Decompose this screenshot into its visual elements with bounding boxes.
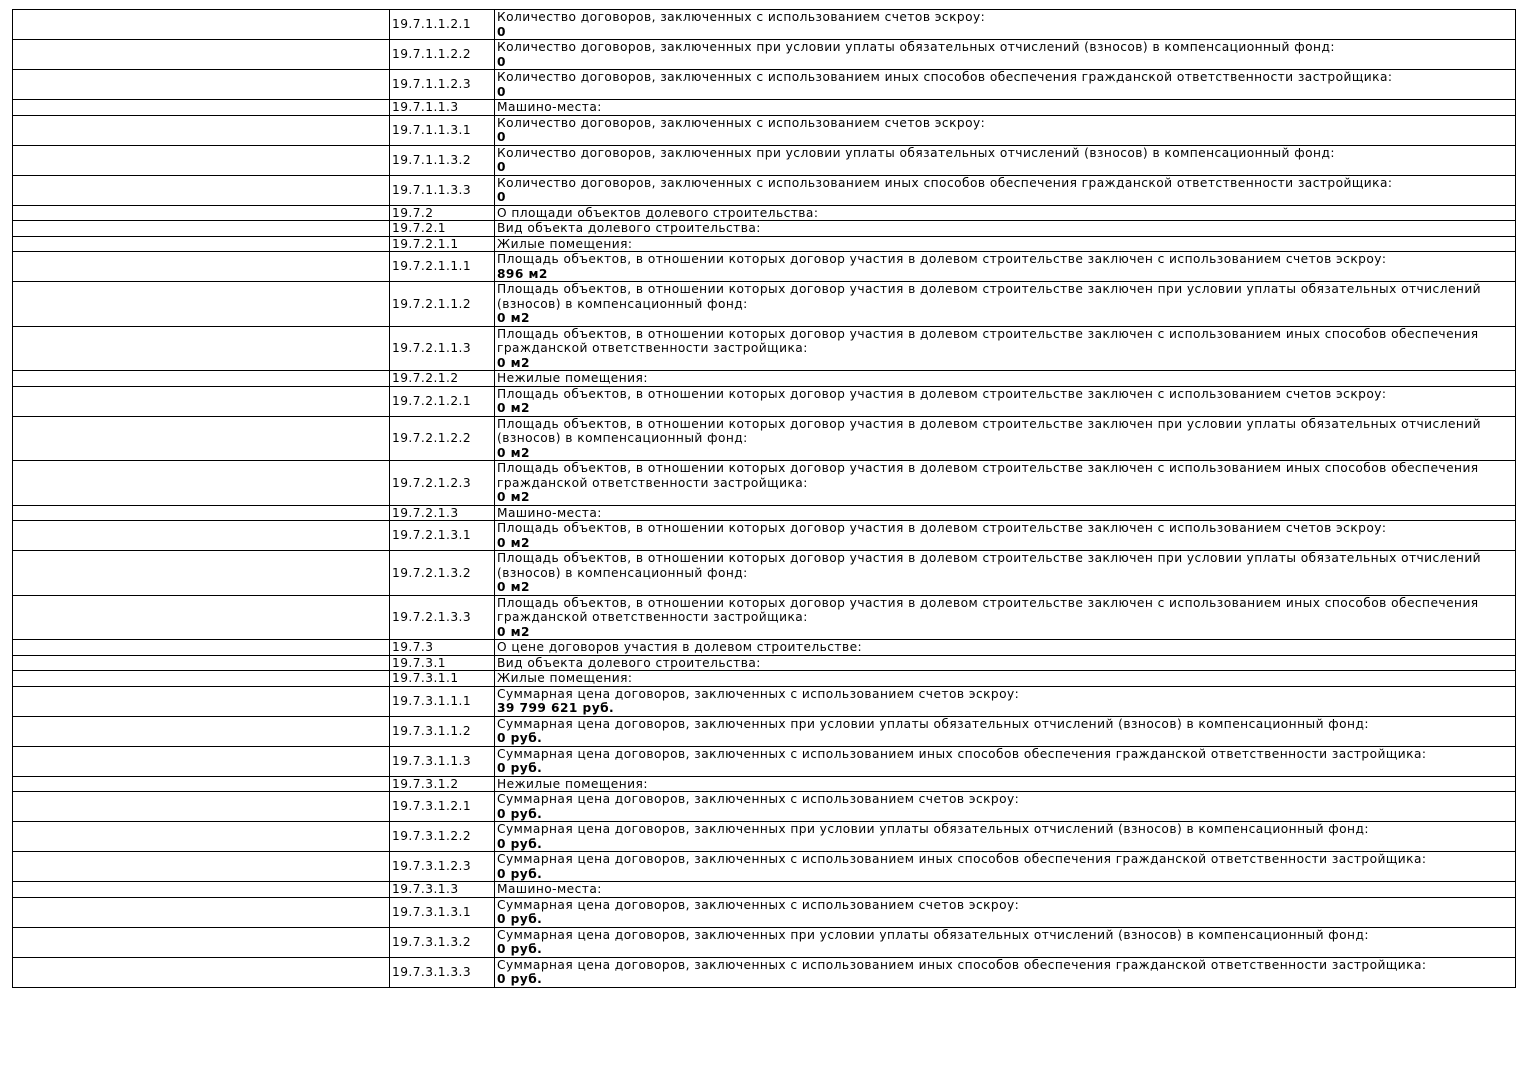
row-code: 19.7.2.1.1 [390, 236, 495, 252]
row-content [495, 897, 1516, 927]
row-code: 19.7.3 [390, 640, 495, 656]
row-blank-cell [13, 882, 390, 898]
table-row [13, 386, 1516, 416]
row-content [495, 326, 1516, 371]
row-label: Количество договоров, заключенных при условии уплаты обязательных отчислений (взносов) в компенсационный фонд: [497, 145, 1335, 160]
row-content [495, 746, 1516, 776]
report-sheet [12, 9, 1516, 988]
row-code: 19.7.3.1.2.3 [390, 852, 495, 882]
row-value: 0 м2 [497, 624, 530, 639]
row-value: 0 м2 [497, 535, 530, 550]
row-blank-cell [13, 521, 390, 551]
row-label: Площадь объектов, в отношении которых договор участия в долевом строительстве заключен при условии уплаты обязательных отчислений (взносов) в компенсационный фонд: [497, 551, 1482, 580]
row-code: 19.7.1.1.3.1 [390, 115, 495, 145]
declaration-table [12, 9, 1516, 988]
table-row [13, 957, 1516, 987]
row-code: 19.7.2.1.3.3 [390, 595, 495, 640]
row-label: Машино-места: [497, 505, 602, 520]
row-content [495, 595, 1516, 640]
row-label: Количество договоров, заключенных с использованием счетов эскроу: [497, 115, 986, 130]
row-label: Количество договоров, заключенных с использованием иных способов обеспечения гражданской ответственности застройщика: [497, 175, 1393, 190]
row-content [495, 822, 1516, 852]
row-blank-cell [13, 957, 390, 987]
row-value: 0 м2 [497, 355, 530, 370]
row-content [495, 252, 1516, 282]
row-code: 19.7.3.1.3 [390, 882, 495, 898]
row-blank-cell [13, 505, 390, 521]
row-content [495, 671, 1516, 687]
table-row [13, 882, 1516, 898]
row-value: 0 руб. [497, 972, 543, 986]
table-row [13, 416, 1516, 461]
row-value: 0 руб. [497, 761, 543, 775]
row-label: Количество договоров, заключенных при условии уплаты обязательных отчислений (взносов) в компенсационный фонд: [497, 40, 1335, 54]
row-value: 0 [497, 190, 506, 204]
row-blank-cell [13, 822, 390, 852]
row-code: 19.7.2.1 [390, 221, 495, 237]
row-label: Площадь объектов, в отношении которых договор участия в долевом строительстве заключен с использованием счетов эскроу: [497, 521, 1387, 535]
row-code: 19.7.3.1.2 [390, 776, 495, 792]
table-row [13, 852, 1516, 882]
table-row [13, 776, 1516, 792]
table-row [13, 115, 1516, 145]
row-content [495, 882, 1516, 898]
row-blank-cell [13, 175, 390, 205]
row-content [495, 115, 1516, 145]
row-content [495, 792, 1516, 822]
row-blank-cell [13, 236, 390, 252]
row-label: Суммарная цена договоров, заключенных с использованием счетов эскроу: [497, 897, 1020, 912]
row-code: 19.7.2.1.2 [390, 371, 495, 387]
row-value: 0 руб. [497, 866, 543, 881]
row-value: 0 руб. [497, 731, 543, 745]
row-code: 19.7.3.1.1.3 [390, 746, 495, 776]
table-row [13, 595, 1516, 640]
row-blank-cell [13, 282, 390, 327]
row-code: 19.7.3.1.2.1 [390, 792, 495, 822]
row-code: 19.7.1.1.2.1 [390, 10, 495, 40]
row-content [495, 416, 1516, 461]
row-label: Площадь объектов, в отношении которых договор участия в долевом строительстве заключен при условии уплаты обязательных отчислений (взносов) в компенсационный фонд: [497, 416, 1482, 445]
row-code: 19.7.1.1.3 [390, 100, 495, 116]
row-blank-cell [13, 10, 390, 40]
row-label: Суммарная цена договоров, заключенных с использованием счетов эскроу: [497, 686, 1020, 701]
row-code: 19.7.1.1.3.3 [390, 175, 495, 205]
row-content [495, 70, 1516, 100]
row-content [495, 521, 1516, 551]
row-blank-cell [13, 416, 390, 461]
row-code: 19.7.2.1.2.1 [390, 386, 495, 416]
row-code: 19.7.3.1.2.2 [390, 822, 495, 852]
row-code: 19.7.2.1.3.1 [390, 521, 495, 551]
row-label: Суммарная цена договоров, заключенных с использованием иных способов обеспечения гражданской ответственности застройщика: [497, 957, 1427, 972]
table-row [13, 671, 1516, 687]
row-code: 19.7.3.1 [390, 655, 495, 671]
row-code: 19.7.2 [390, 205, 495, 221]
row-value: 0 [497, 130, 506, 144]
table-row [13, 221, 1516, 237]
row-value: 0 [497, 84, 506, 99]
row-content [495, 640, 1516, 656]
table-row [13, 326, 1516, 371]
row-blank-cell [13, 746, 390, 776]
row-code: 19.7.3.1.1.2 [390, 716, 495, 746]
row-code: 19.7.1.1.2.3 [390, 70, 495, 100]
table-row [13, 551, 1516, 596]
table-row [13, 236, 1516, 252]
row-label: Площадь объектов, в отношении которых договор участия в долевом строительстве заключен с использованием счетов эскроу: [497, 252, 1387, 266]
row-content [495, 236, 1516, 252]
row-content [495, 386, 1516, 416]
row-content [495, 205, 1516, 221]
row-code: 19.7.3.1.1.1 [390, 686, 495, 716]
table-row [13, 505, 1516, 521]
row-value: 0 руб. [497, 912, 543, 926]
table-row [13, 686, 1516, 716]
row-content [495, 957, 1516, 987]
row-content [495, 145, 1516, 175]
row-content [495, 655, 1516, 671]
row-label: Жилые помещения: [497, 236, 633, 251]
row-value: 0 [497, 160, 506, 174]
row-value: 0 руб. [497, 836, 543, 851]
row-label: Суммарная цена договоров, заключенных при условии уплаты обязательных отчислений (взносов) в компенсационный фонд: [497, 716, 1369, 731]
row-blank-cell [13, 70, 390, 100]
row-label: Количество договоров, заключенных с использованием иных способов обеспечения гражданской ответственности застройщика: [497, 70, 1393, 84]
row-content [495, 221, 1516, 237]
table-body [13, 10, 1516, 988]
row-blank-cell [13, 371, 390, 387]
table-row [13, 252, 1516, 282]
row-label: Площадь объектов, в отношении которых договор участия в долевом строительстве заключен с использованием иных способов обеспечения гражданской ответственности застройщика: [497, 461, 1479, 490]
row-blank-cell [13, 461, 390, 506]
row-value: 39 799 621 руб. [497, 701, 615, 715]
table-row [13, 100, 1516, 116]
row-code: 19.7.2.1.1.1 [390, 252, 495, 282]
row-blank-cell [13, 115, 390, 145]
table-row [13, 282, 1516, 327]
row-label: Вид объекта долевого строительства: [497, 221, 761, 235]
row-label: Площадь объектов, в отношении которых договор участия в долевом строительстве заключен с использованием иных способов обеспечения гражданской ответственности застройщика: [497, 595, 1479, 624]
row-label: Машино-места: [497, 100, 602, 114]
table-row [13, 716, 1516, 746]
table-row [13, 897, 1516, 927]
table-row [13, 521, 1516, 551]
table-row [13, 70, 1516, 100]
row-blank-cell [13, 551, 390, 596]
row-label: Суммарная цена договоров, заключенных с использованием счетов эскроу: [497, 792, 1020, 806]
row-label: Площадь объектов, в отношении которых договор участия в долевом строительстве заключен с использованием иных способов обеспечения гражданской ответственности застройщика: [497, 326, 1479, 355]
row-code: 19.7.2.1.1.3 [390, 326, 495, 371]
row-value: 0 м2 [497, 580, 530, 594]
row-blank-cell [13, 326, 390, 371]
row-content [495, 40, 1516, 70]
row-label: Суммарная цена договоров, заключенных с использованием иных способов обеспечения гражданской ответственности застройщика: [497, 746, 1427, 761]
row-label: Нежилые помещения: [497, 371, 648, 385]
row-value: 0 м2 [497, 490, 530, 504]
row-code: 19.7.3.1.3.3 [390, 957, 495, 987]
row-blank-cell [13, 655, 390, 671]
row-blank-cell [13, 686, 390, 716]
row-label: Площадь объектов, в отношении которых договор участия в долевом строительстве заключен при условии уплаты обязательных отчислений (взносов) в компенсационный фонд: [497, 282, 1482, 311]
row-content [495, 776, 1516, 792]
table-row [13, 371, 1516, 387]
row-blank-cell [13, 252, 390, 282]
row-blank-cell [13, 852, 390, 882]
row-code: 19.7.2.1.2.2 [390, 416, 495, 461]
table-row [13, 461, 1516, 506]
row-code: 19.7.2.1.3.2 [390, 551, 495, 596]
row-label: Суммарная цена договоров, заключенных при условии уплаты обязательных отчислений (взносов) в компенсационный фонд: [497, 927, 1369, 942]
row-code: 19.7.2.1.2.3 [390, 461, 495, 506]
row-content [495, 505, 1516, 521]
row-value: 0 руб. [497, 942, 543, 956]
row-content [495, 371, 1516, 387]
row-code: 19.7.1.1.3.2 [390, 145, 495, 175]
row-blank-cell [13, 792, 390, 822]
row-code: 19.7.3.1.3.1 [390, 897, 495, 927]
row-label: О площади объектов долевого строительства: [497, 205, 819, 220]
table-row [13, 40, 1516, 70]
table-row [13, 822, 1516, 852]
row-blank-cell [13, 671, 390, 687]
row-code: 19.7.2.1.3 [390, 505, 495, 521]
row-label: Количество договоров, заключенных с использованием счетов эскроу: [497, 10, 986, 24]
row-label: Вид объекта долевого строительства: [497, 655, 761, 670]
table-row [13, 205, 1516, 221]
table-row [13, 640, 1516, 656]
row-value: 0 м2 [497, 401, 530, 415]
table-row [13, 792, 1516, 822]
row-blank-cell [13, 716, 390, 746]
row-content [495, 175, 1516, 205]
row-value: 0 м2 [497, 311, 530, 325]
row-value: 896 м2 [497, 266, 548, 281]
row-blank-cell [13, 205, 390, 221]
table-row [13, 175, 1516, 205]
row-blank-cell [13, 386, 390, 416]
row-content [495, 10, 1516, 40]
row-label: Суммарная цена договоров, заключенных с использованием иных способов обеспечения гражданской ответственности застройщика: [497, 852, 1427, 866]
row-blank-cell [13, 640, 390, 656]
row-blank-cell [13, 145, 390, 175]
row-blank-cell [13, 595, 390, 640]
row-content [495, 716, 1516, 746]
row-code: 19.7.3.1.3.2 [390, 927, 495, 957]
table-row [13, 655, 1516, 671]
row-code: 19.7.2.1.1.2 [390, 282, 495, 327]
row-content [495, 927, 1516, 957]
row-content [495, 282, 1516, 327]
row-value: 0 м2 [497, 445, 530, 460]
row-label: Жилые помещения: [497, 671, 633, 685]
row-content [495, 461, 1516, 506]
table-row [13, 746, 1516, 776]
row-blank-cell [13, 40, 390, 70]
row-blank-cell [13, 927, 390, 957]
row-content [495, 686, 1516, 716]
row-blank-cell [13, 100, 390, 116]
table-row [13, 145, 1516, 175]
row-label: Суммарная цена договоров, заключенных при условии уплаты обязательных отчислений (взносов) в компенсационный фонд: [497, 822, 1369, 836]
row-blank-cell [13, 221, 390, 237]
table-row [13, 927, 1516, 957]
row-content [495, 100, 1516, 116]
row-code: 19.7.1.1.2.2 [390, 40, 495, 70]
row-code: 19.7.3.1.1 [390, 671, 495, 687]
row-value: 0 [497, 54, 506, 69]
row-content [495, 551, 1516, 596]
table-row [13, 10, 1516, 40]
row-label: Машино-места: [497, 882, 602, 896]
row-label: Площадь объектов, в отношении которых договор участия в долевом строительстве заключен с использованием счетов эскроу: [497, 386, 1387, 401]
row-content [495, 852, 1516, 882]
row-label: Нежилые помещения: [497, 776, 648, 791]
row-label: О цене договоров участия в долевом строительстве: [497, 640, 863, 654]
row-value: 0 руб. [497, 806, 543, 821]
row-blank-cell [13, 776, 390, 792]
row-blank-cell [13, 897, 390, 927]
row-value: 0 [497, 24, 506, 39]
